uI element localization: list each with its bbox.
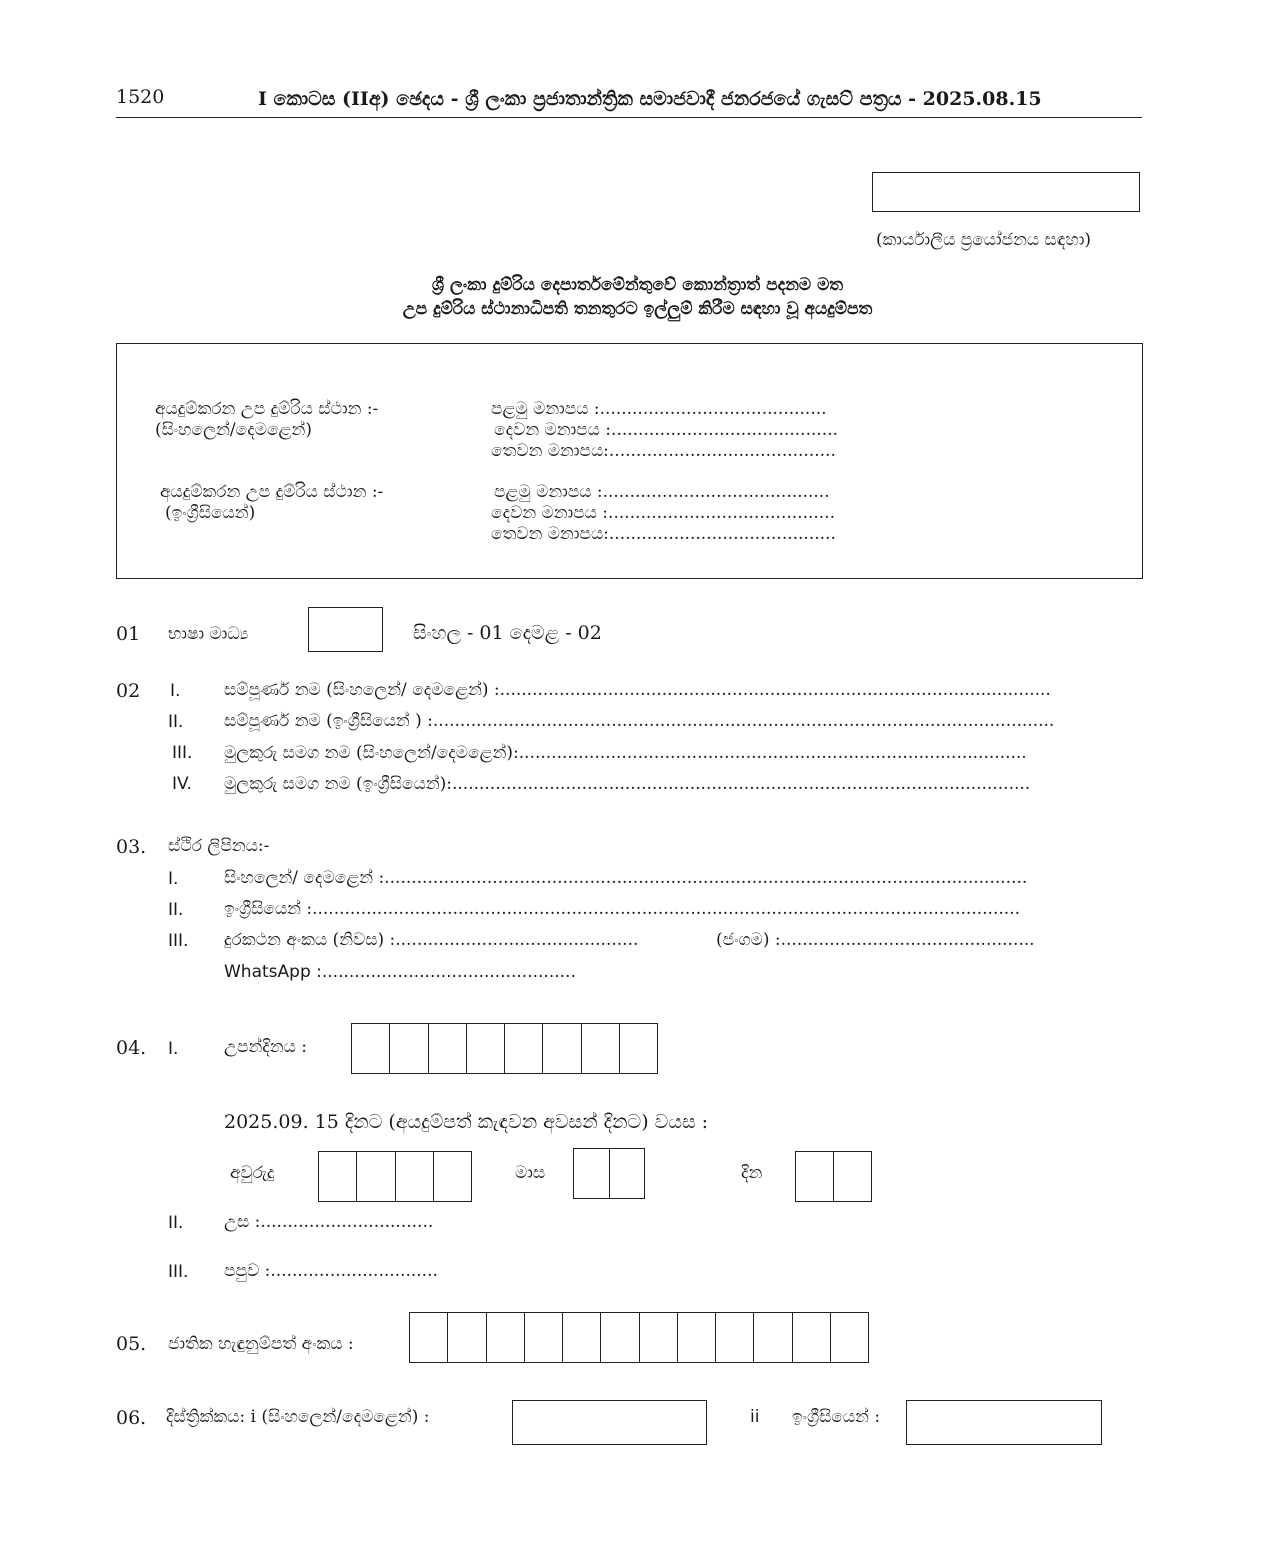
dob-cell[interactable]: [543, 1024, 581, 1073]
q02-number: 02: [116, 680, 141, 702]
form-title-line1: ශ්‍රී ලංකා දුම්රිය දෙපාර්තමේන්තුවේ කොන්ත්‍රාත් පදනම මත: [431, 275, 844, 295]
age-years-cell[interactable]: [319, 1152, 357, 1201]
station-sinhala-pref1[interactable]: පළමු මනාපය :..........................................: [491, 399, 827, 419]
station-english-language: (ඉංග්‍රීසියෙන්): [165, 503, 256, 523]
age-months-cell[interactable]: [574, 1149, 610, 1198]
q05-number: 05.: [116, 1333, 147, 1355]
nic-label: ජාතික හැඳුනුම්පත් අංකය :: [168, 1334, 354, 1354]
station-english-label: අයදුම්කරන උප දුම්රිය ස්ථාන :-: [160, 482, 384, 502]
nic-cell[interactable]: [410, 1313, 448, 1362]
chest-field[interactable]: පපුව :...............................: [224, 1261, 438, 1281]
age-years-label: අවුරුදු: [230, 1163, 275, 1183]
q04-roman-2: II.: [168, 1213, 184, 1233]
page-number: 1520: [116, 86, 165, 108]
age-days-cells[interactable]: [795, 1151, 872, 1202]
age-caption: 2025.09. 15 දිනට (අයදුම්පත් කැඳවන අවසන් දිනට) වයස :: [224, 1111, 709, 1133]
station-english-pref1[interactable]: පළමු මනාපය :..........................................: [494, 482, 830, 502]
phone-home-field[interactable]: දුරකථන අංකය (නිවස) :.............................................: [224, 930, 639, 950]
nic-cell[interactable]: [525, 1313, 563, 1362]
gazette-header-title: I කොටස (IIඅ) ඡෙදය - ශ්‍රී ලංකා ප්‍රජාතාන්ත්‍රික සමාජවාදී ජනරජයේ ගැසට් පත්‍රය - 2025.08.15: [258, 88, 1042, 110]
station-sinhala-pref2[interactable]: දෙවන මනාපය :..........................................: [494, 420, 838, 440]
form-title-line2: උප දුම්රිය ස්ථානාධිපති තනතුරට ඉල්ලුම් කිරීම සඳහා වූ අයදුම්පත: [402, 299, 873, 319]
age-days-cell[interactable]: [834, 1152, 871, 1201]
dob-label: උපන්දිනය :: [224, 1037, 307, 1057]
nic-cell[interactable]: [716, 1313, 754, 1362]
initials-name-sinhala-field[interactable]: මුලකුරු සමග නම (සිංහලෙන්/දෙමළෙන්):..............................................................................................: [224, 743, 1027, 763]
nic-cell[interactable]: [640, 1313, 678, 1362]
district-sinhala-box[interactable]: [512, 1400, 707, 1445]
phone-mobile-field[interactable]: (ජංගම) :...............................................: [716, 930, 1035, 950]
q02-roman-1: I.: [170, 681, 181, 701]
q03-roman-3: III.: [168, 931, 189, 951]
station-sinhala-pref3[interactable]: තෙවන මනාපය:..........................................: [491, 441, 836, 461]
age-years-cell[interactable]: [357, 1152, 395, 1201]
age-days-cell[interactable]: [796, 1152, 834, 1201]
station-sinhala-label: අයදුම්කරන උප දුම්රිය ස්ථාන :-: [155, 399, 379, 419]
full-name-sinhala-field[interactable]: සම්පූර්ණ නම (සිංහලෙන්/ දෙමළෙන්) :......................................................................................................: [224, 680, 1051, 700]
language-medium-box[interactable]: [308, 607, 383, 652]
age-months-cell[interactable]: [610, 1149, 645, 1198]
dob-cell[interactable]: [390, 1024, 428, 1073]
header-rule: [116, 117, 1142, 118]
q01-label: භාෂා මාධ්‍ය: [168, 624, 249, 644]
dob-cell[interactable]: [620, 1024, 657, 1073]
office-use-box[interactable]: [872, 172, 1140, 212]
dob-cell[interactable]: [582, 1024, 620, 1073]
station-sinhala-language: (සිංහලෙන්/දෙමළෙන්): [155, 420, 312, 440]
nic-cell[interactable]: [601, 1313, 639, 1362]
q04-roman-3: III.: [168, 1262, 189, 1282]
q02-roman-4: IV.: [172, 774, 192, 794]
age-months-label: මාස: [515, 1163, 546, 1183]
age-days-label: දින: [741, 1163, 763, 1183]
q02-roman-3: III.: [172, 743, 193, 763]
age-months-cells[interactable]: [573, 1148, 645, 1199]
language-options: සිංහල - 01 දෙමළ - 02: [413, 622, 602, 644]
q03-label: ස්ථිර ලිපිනය:-: [168, 836, 270, 856]
office-use-label: (කාර්යාලීය ප්‍රයෝජනය සඳහා): [876, 230, 1092, 250]
q03-roman-2: II.: [168, 900, 184, 920]
district-english-box[interactable]: [906, 1400, 1102, 1445]
age-years-cells[interactable]: [318, 1151, 472, 1202]
dob-cell[interactable]: [429, 1024, 467, 1073]
whatsapp-field[interactable]: WhatsApp :...............................................: [224, 962, 576, 982]
nic-cell[interactable]: [754, 1313, 792, 1362]
station-english-pref2[interactable]: දෙවන මනාපය :..........................................: [491, 503, 835, 523]
address-sinhala-field[interactable]: සිංහලෙන්/ දෙමළෙන් :.......................................................................................................................: [224, 868, 1028, 888]
q03-number: 03.: [116, 836, 147, 858]
nic-cell[interactable]: [678, 1313, 716, 1362]
q04-number: 04.: [116, 1037, 147, 1059]
q04-roman-1: I.: [168, 1039, 179, 1059]
dob-cell[interactable]: [352, 1024, 390, 1073]
nic-cell[interactable]: [831, 1313, 868, 1362]
district-english-label: ඉංග්‍රීසියෙන් :: [792, 1407, 881, 1427]
initials-name-english-field[interactable]: මුලකුරු සමග නම (ඉංග්‍රීසියෙන්):...........................................................................................................: [224, 774, 1031, 794]
district-sinhala-label: දිස්ත්‍රික්කය: i (සිංහලෙන්/දෙමළෙන්) :: [166, 1407, 430, 1427]
dob-cell[interactable]: [467, 1024, 505, 1073]
nic-cell[interactable]: [487, 1313, 525, 1362]
address-english-field[interactable]: ඉංග්‍රීසියෙන් :...................................................................................................................................: [224, 899, 1020, 919]
q06-number: 06.: [116, 1407, 147, 1429]
nic-cell[interactable]: [793, 1313, 831, 1362]
full-name-english-field[interactable]: සම්පූර්ණ නම (ඉංග්‍රීසියෙන් ) :...................................................................................................................: [224, 711, 1055, 731]
nic-cell[interactable]: [448, 1313, 486, 1362]
station-english-pref3[interactable]: තෙවන මනාපය:..........................................: [491, 524, 836, 544]
dob-cells[interactable]: [351, 1023, 658, 1074]
nic-cells[interactable]: [409, 1312, 869, 1363]
q02-roman-2: II.: [168, 712, 184, 732]
height-field[interactable]: උස :................................: [224, 1212, 434, 1232]
age-years-cell[interactable]: [434, 1152, 471, 1201]
q01-number: 01: [116, 623, 141, 645]
district-roman-ii: ii: [750, 1407, 760, 1427]
q03-roman-1: I.: [168, 869, 179, 889]
dob-cell[interactable]: [505, 1024, 543, 1073]
nic-cell[interactable]: [563, 1313, 601, 1362]
age-years-cell[interactable]: [396, 1152, 434, 1201]
